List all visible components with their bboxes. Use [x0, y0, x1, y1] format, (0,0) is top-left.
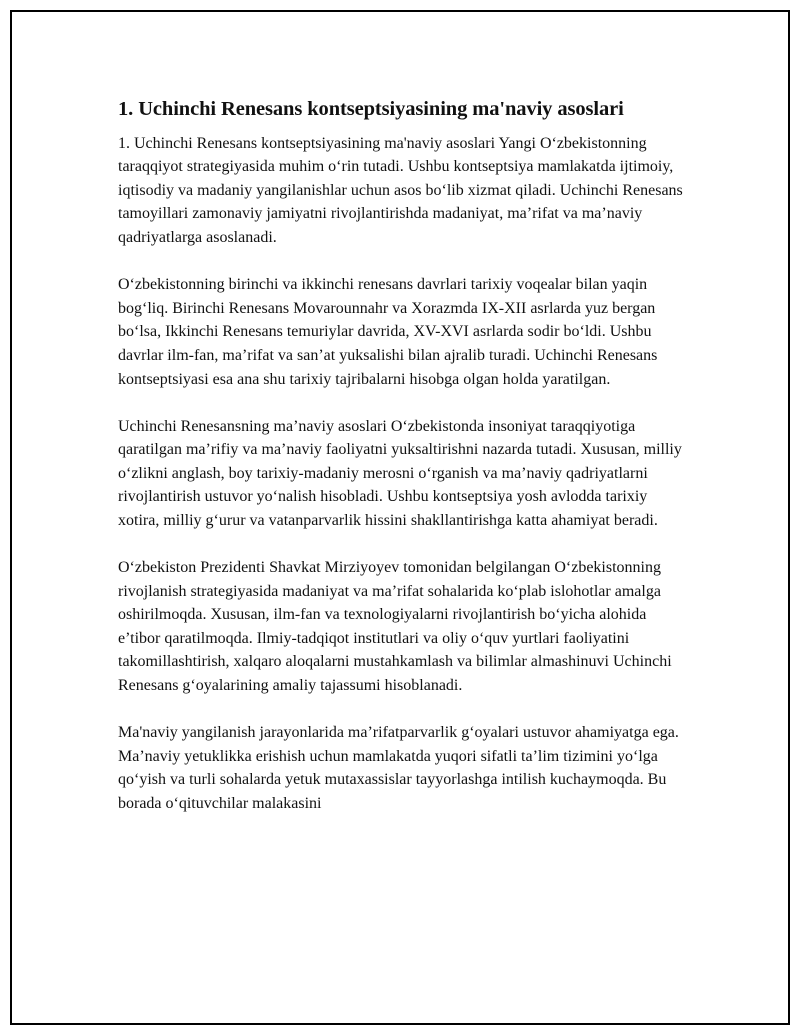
paragraph-1: 1. Uchinchi Renesans kontseptsiyasining ma'naviy asoslari Yangi O‘zbekistonning taraqqiyot strategiyasida muhim o‘rin tutadi. Ushbu kontseptsiya mamlakatda ijtimoiy, iqtisodiy va madaniy yangilanishlar uchun asos bo‘lib xizmat qiladi. Uchinchi Renesans tamoyillari zamonaviy jamiyatni rivojlantirishda madaniyat, ma’rifat va ma’naviy qadriyatlarga asoslanadi. — [118, 134, 683, 247]
paragraph-5: Ma'naviy yangilanish jarayonlarida ma’rifatparvarlik g‘oyalari ustuvor ahamiyatga ega. Ma’naviy yetuklikka erishish uchun mamlakatda yuqori sifatli ta’lim tizimini yo‘lga qo‘yish va turli sohalarda yetuk mutaxassislar tayyorlashga intilish kuchaymoqda. Bu borada o‘qituvchilar malakasini — [118, 724, 679, 812]
paragraph-3: Uchinchi Renesansning ma’naviy asoslari O‘zbekistonda insoniyat taraqqiyotiga qaratilgan ma’rifiy va ma’naviy faoliyatni yuksaltirishni nazarda tutadi. Xususan, milliy o‘zlikni anglash, boy tarixiy-madaniy merosni o‘rganish va ma’naviy qadriyatlarni rivojlantirish ustuvor yo‘nalish hisobladi. Ushbu kontseptsiya yosh avlodda tarixiy xotira, milliy g‘urur va vatanparvarlik hissini shakllantirishga katta ahamiyat beradi. — [118, 417, 682, 529]
paragraph-4: O‘zbekiston Prezidenti Shavkat Mirziyoyev tomonidan belgilangan O‘zbekistonning rivojlanish strategiyasida madaniyat va ma’rifat sohalarida ko‘plab islohotlar amalga oshirilmoqda. Xususan, ilm-fan va texnologiyalarni rivojlantirish bo‘yicha alohida e’tibor qaratilmoqda. Ilmiy-tadqiqot institutlari va oliy o‘quv yurtlari faoliyatini takomillashtirish, xalqaro aloqalarni mustahkamlash va bilimlar almashinuvi Uchinchi Renesans g‘oyalarining amaliy tajassumi hisoblanadi. — [118, 559, 672, 695]
document-heading: 1. Uchinchi Renesans kontseptsiyasining ma'naviy asoslari — [118, 98, 624, 120]
paragraph-2: O‘zbekistonning birinchi va ikkinchi renesans davrlari tarixiy voqealar bilan yaqin bog‘liq. Birinchi Renesans Movarounnahr va Xorazmda IX-XII asrlarda yuz bergan bo‘lsa, Ikkinchi Renesans temuriylar davrida, XV-XVI asrlarda sodir bo‘ldi. Ushbu davrlar ilm-fan, ma’rifat va san’at yuksalishi bilan ajralib turadi. Uchinchi Renesans kontseptsiyasi esa ana shu tarixiy tajribalarni hisobga olgan holda yaratilgan. — [118, 276, 658, 388]
document-body — [118, 96, 688, 839]
document-page — [10, 10, 790, 1025]
